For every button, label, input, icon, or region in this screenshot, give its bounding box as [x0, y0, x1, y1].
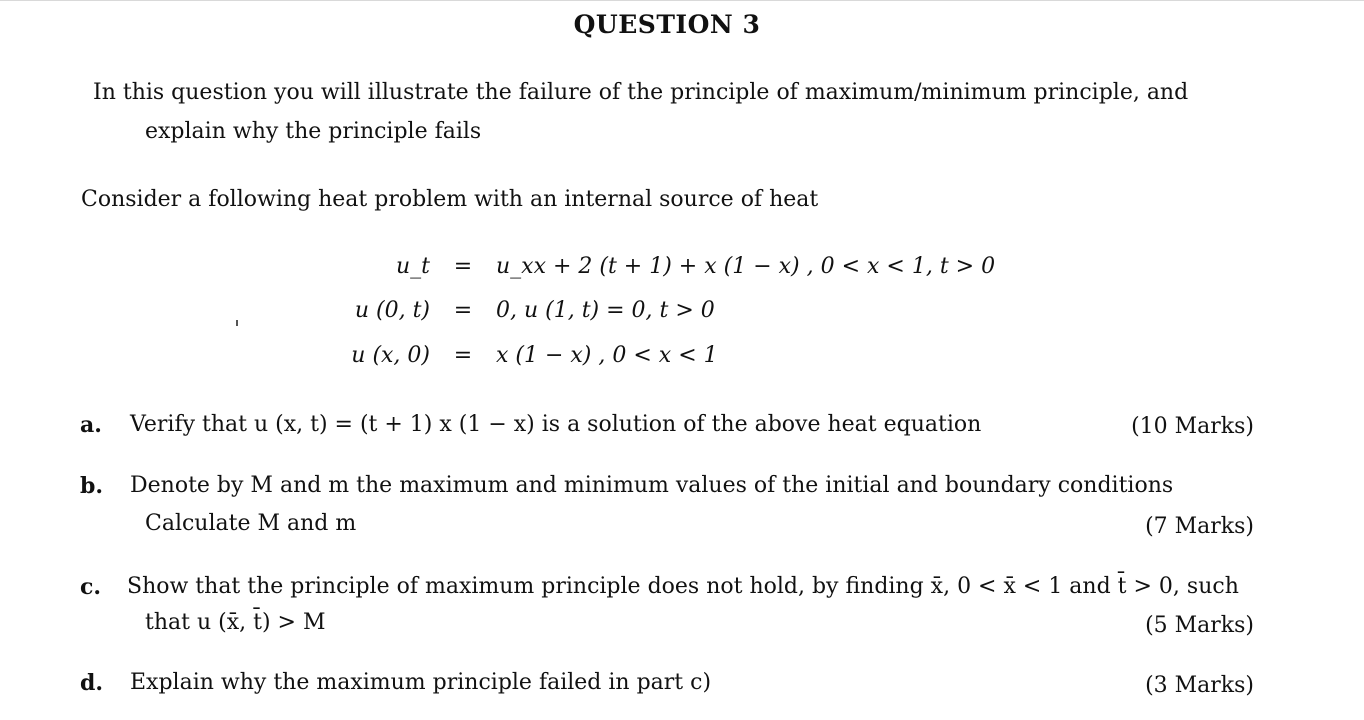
- part-b-label: b.: [80, 473, 104, 499]
- part-c-text-line-2: that u (x̄, t̄) > M: [145, 610, 326, 635]
- top-border: [0, 0, 1364, 1]
- part-d-label: d.: [80, 670, 104, 696]
- intro-line-1: In this question you will illustrate the failure of the principle of maximum/minimum principle, and: [93, 80, 1189, 105]
- equation-1-rhs: u_xx + 2 (t + 1) + x (1 − x) , 0 < x < 1, t > 0: [496, 254, 996, 279]
- stray-mark: [236, 320, 238, 326]
- equation-1-lhs: u_t: [395, 254, 430, 279]
- equation-2-equals: =: [453, 298, 473, 323]
- equation-3-lhs: u (x, 0): [351, 343, 430, 368]
- equation-3-rhs: x (1 − x) , 0 < x < 1: [496, 343, 718, 368]
- part-b-text-line-2: Calculate M and m: [145, 511, 357, 536]
- part-a-text: Verify that u (x, t) = (t + 1) x (1 − x) is a solution of the above heat equation: [130, 412, 982, 437]
- part-d-text: Explain why the maximum principle failed in part c): [130, 670, 712, 695]
- part-c-label: c.: [80, 574, 102, 600]
- equation-1-equals: =: [453, 254, 473, 279]
- part-b-marks: (7 Marks): [1145, 514, 1254, 539]
- part-c-text-line-1: Show that the principle of maximum principle does not hold, by finding x̄, 0 < x̄ < 1 and t̄ > 0, such: [127, 574, 1239, 599]
- intro-line-2: explain why the principle fails: [145, 119, 482, 144]
- part-a-marks: (10 Marks): [1131, 414, 1254, 439]
- part-c-marks: (5 Marks): [1145, 613, 1254, 638]
- part-d-marks: (3 Marks): [1145, 673, 1254, 698]
- equation-2-lhs: u (0, t): [354, 298, 430, 323]
- part-a-label: a.: [80, 412, 102, 438]
- consider-text: Consider a following heat problem with an internal source of heat: [81, 187, 819, 212]
- equation-2-rhs: 0, u (1, t) = 0, t > 0: [496, 298, 715, 323]
- equation-3-equals: =: [453, 343, 473, 368]
- question-title: QUESTION 3: [573, 10, 761, 39]
- part-b-text-line-1: Denote by M and m the maximum and minimum values of the initial and boundary conditions: [130, 473, 1174, 498]
